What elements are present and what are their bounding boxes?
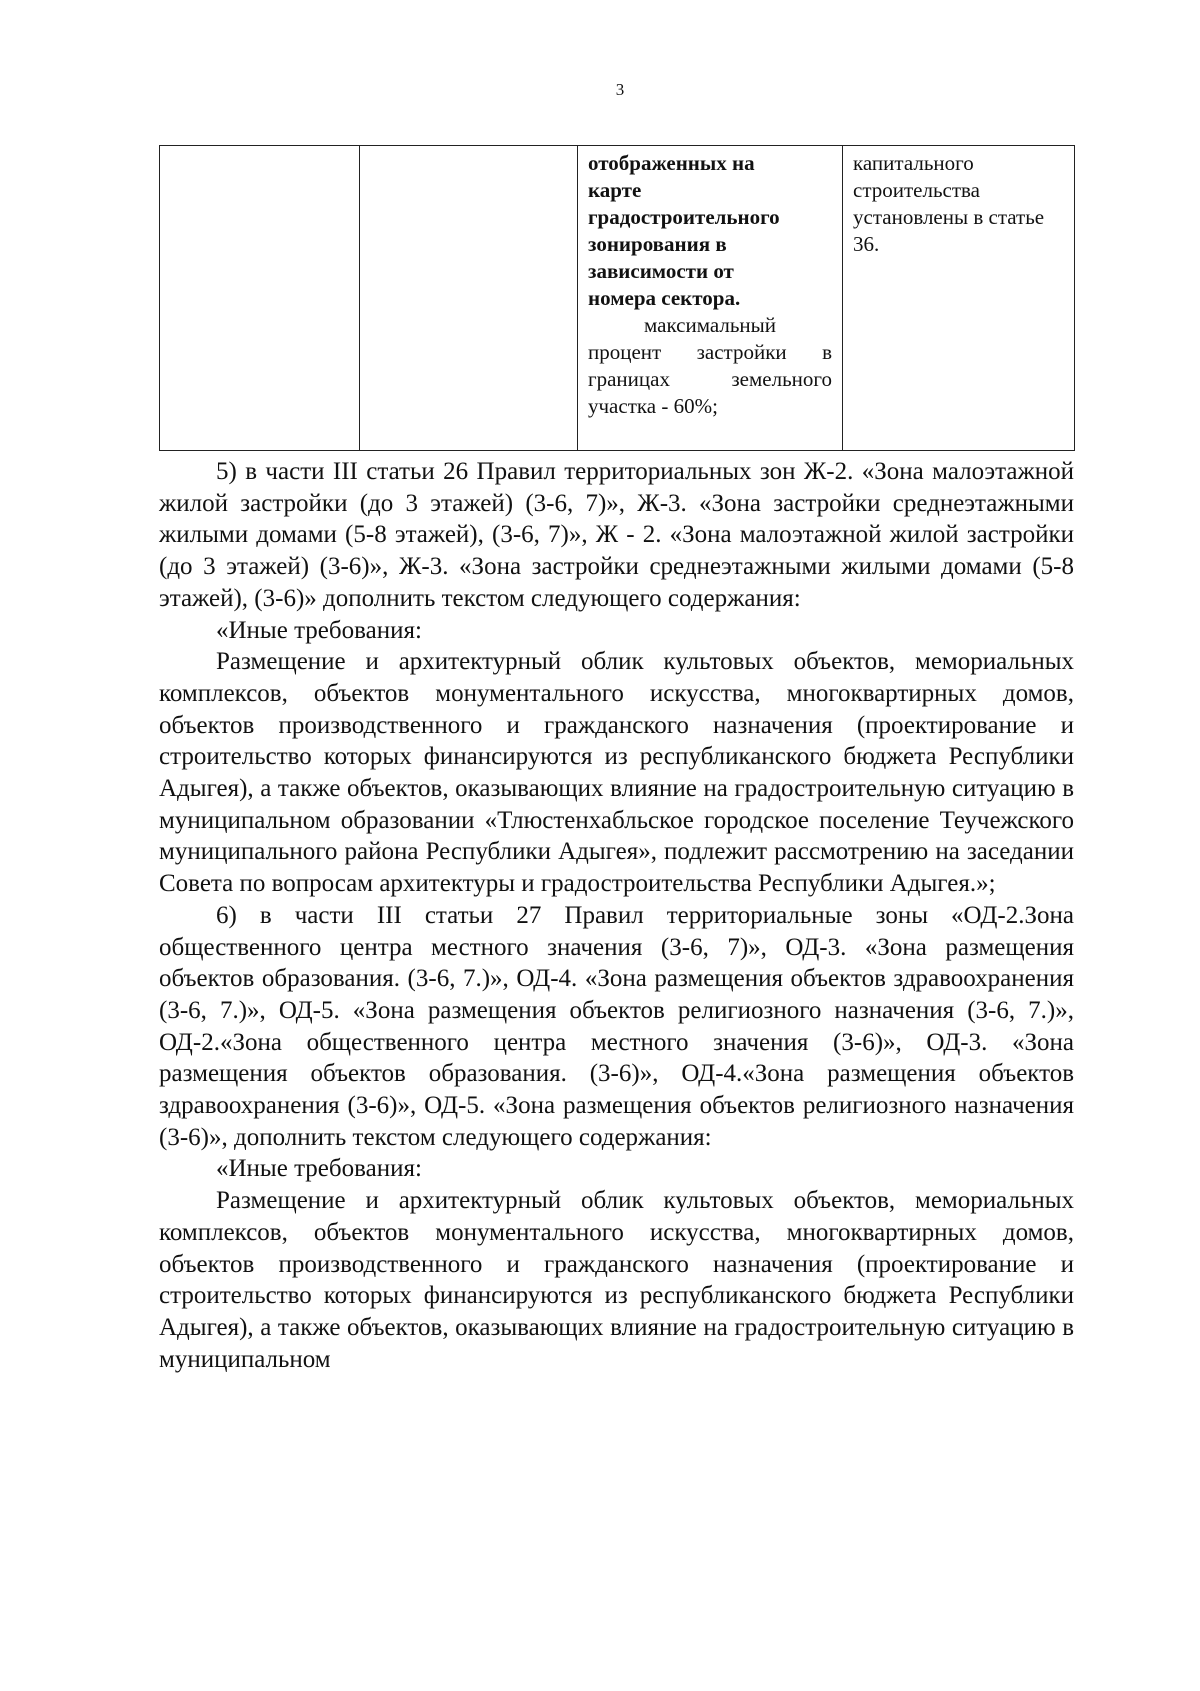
table-cell-1 xyxy=(160,146,360,451)
page-number: 3 xyxy=(615,80,625,99)
table-cell-3 xyxy=(578,146,843,451)
table-cell-2 xyxy=(360,146,578,451)
table-row xyxy=(160,146,1075,451)
document-body xyxy=(159,456,1074,1375)
continuation-table xyxy=(159,145,1075,451)
table-cell-4 xyxy=(843,146,1075,451)
other-requirements-heading: «Иные требования: xyxy=(216,1155,422,1183)
capital-construction-text: капитального строительства установлены в статье 36. xyxy=(853,151,1045,256)
max-building-percent-text: максимальный процент застройки в границах земельного участка - 60%; xyxy=(588,313,832,418)
zone-sector-text: отображенных на карте градостроительного зонирования в зависимости от номера сектора. xyxy=(588,151,780,310)
paragraph-item-6: 6) в части III статьи 27 Правил территориальные зоны «ОД-2.Зона общественного центра местного значения (3-6, 7)», ОД-3. «Зона размещения объектов образования. (3-6, 7.)», ОД-4. «Зона размещения объектов здравоохранения (3-6, 7.)», ОД-5. «Зона размещения объектов религиозного назначения (3-6, 7.)», ОД-2.«Зона общественного центра местного значения (3-6)», ОД-3. «Зона размещения объектов образования. (3-6)», ОД-4.«Зона размещения объектов здравоохранения (3-6)», ОД-5. «Зона размещения объектов религиозного назначения (3-6)», дополнить текстом следующего содержания: xyxy=(159,901,1074,1151)
other-requirements-heading: «Иные требования: xyxy=(216,616,422,644)
placement-paragraph: Размещение и архитектурный облик культовых объектов, мемориальных комплексов, объектов монументального искусства, многоквартирных домов, объектов производственного и гражданского назначения (проектирование и строительство которых финансируются из республиканского бюджета Республики Адыгея), а также объектов, оказывающих влияние на градостроительную ситуацию в муниципальном xyxy=(159,1187,1074,1373)
paragraph-item-5: 5) в части III статьи 26 Правил территориальных зон Ж-2. «Зона малоэтажной жилой застройки (до 3 этажей) (3-6, 7)», Ж-3. «Зона застройки среднеэтажными жилыми домами (5-8 этажей), (3-6, 7)», Ж - 2. «Зона малоэтажной жилой застройки (до 3 этажей) (3-6)», Ж-3. «Зона застройки среднеэтажными жилыми домами (5-8 этажей), (3-6)» дополнить текстом следующего содержания: xyxy=(159,458,1074,612)
placement-paragraph: Размещение и архитектурный облик культовых объектов, мемориальных комплексов, объектов монументального искусства, многоквартирных домов, объектов производственного и гражданского назначения (проектирование и строительство которых финансируются из республиканского бюджета Республики Адыгея), а также объектов, оказывающих влияние на градостроительную ситуацию в муниципальном образовании «Тлюстенхабльское городское поселение Теучежского муниципального района Республики Адыгея», подлежит рассмотрению на заседании Совета по вопросам архитектуры и градостроительства Республики Адыгея.»; xyxy=(159,648,1074,898)
